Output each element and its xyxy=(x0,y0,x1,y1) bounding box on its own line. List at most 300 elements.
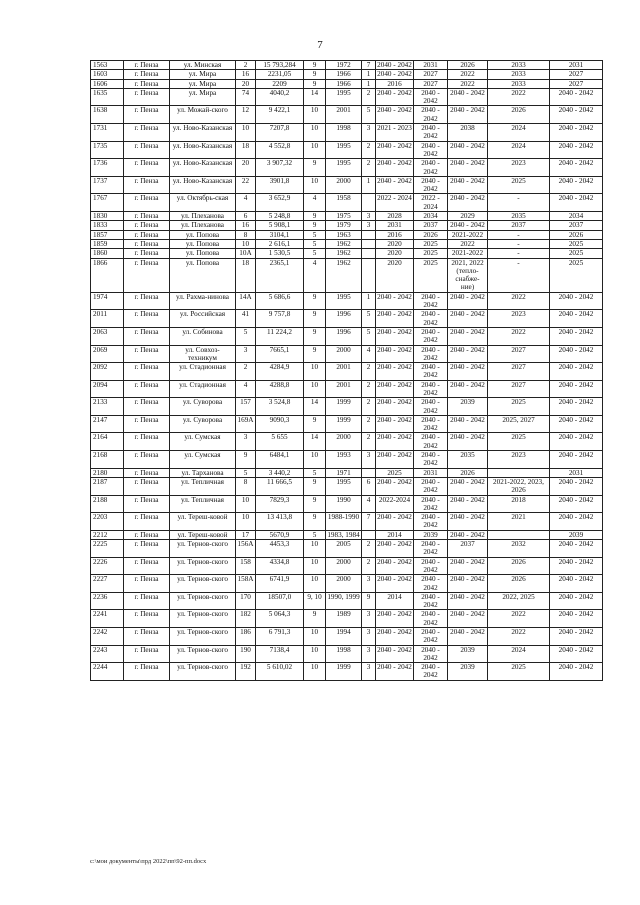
cell-record-id: 1866 xyxy=(91,258,124,292)
cell-record-id: 2243 xyxy=(91,645,124,663)
cell-house-number: 22 xyxy=(236,176,256,194)
cell-foundation-repair-year: 2040 - 2042 xyxy=(550,88,603,106)
cell-record-id: 2180 xyxy=(91,468,124,477)
table-row xyxy=(91,628,603,646)
cell-house-number: 4 xyxy=(236,380,256,398)
cell-city: г. Пенза xyxy=(124,230,170,239)
cell-record-id: 2094 xyxy=(91,380,124,398)
cell-floors: 5 xyxy=(304,239,326,248)
cell-facade-repair-year: 2040 - 2042 xyxy=(414,610,448,628)
table-row xyxy=(91,61,603,70)
cell-street: ул. Совхоз-техникум xyxy=(170,345,236,363)
cell-floors: 9 xyxy=(304,221,326,230)
cell-street: ул. Суворова xyxy=(170,415,236,433)
cell-utilities-repair-year: 2040 - 2042 xyxy=(448,513,488,531)
cell-entrances: 3 xyxy=(362,575,376,593)
cell-facade-repair-year: 2037 xyxy=(414,221,448,230)
cell-year-built: 1995 xyxy=(326,477,362,495)
cell-roof-repair-year: 2040 - 2042 xyxy=(376,575,414,593)
table-row xyxy=(91,575,603,593)
cell-utilities-repair-year: 2037 xyxy=(448,540,488,558)
cell-roof-repair-year: 2040 - 2042 xyxy=(376,88,414,106)
cell-floors: 9 xyxy=(304,79,326,88)
cell-city: г. Пенза xyxy=(124,61,170,70)
cell-record-id: 1603 xyxy=(91,70,124,79)
cell-floors: 5 xyxy=(304,468,326,477)
cell-elevator-repair-year: 2022 xyxy=(488,88,550,106)
cell-facade-repair-year: 2040 - 2042 xyxy=(414,592,448,610)
cell-city: г. Пенза xyxy=(124,477,170,495)
cell-roof-repair-year: 2040 - 2042 xyxy=(376,159,414,177)
cell-floors: 10 xyxy=(304,628,326,646)
cell-foundation-repair-year: 2040 - 2042 xyxy=(550,363,603,381)
cell-year-built: 1998 xyxy=(326,124,362,142)
cell-city: г. Пенза xyxy=(124,592,170,610)
cell-floors: 10 xyxy=(304,540,326,558)
cell-house-number: 156А xyxy=(236,540,256,558)
cell-year-built: 1989 xyxy=(326,610,362,628)
cell-foundation-repair-year: 2040 - 2042 xyxy=(550,540,603,558)
cell-city: г. Пенза xyxy=(124,468,170,477)
cell-city: г. Пенза xyxy=(124,194,170,212)
cell-area: 7207,8 xyxy=(256,124,304,142)
housing-register-table xyxy=(90,60,603,681)
cell-area: 15 793,284 xyxy=(256,61,304,70)
cell-entrances: 2 xyxy=(362,363,376,381)
cell-street: ул. Тереш-ковой xyxy=(170,530,236,539)
cell-utilities-repair-year: 2040 - 2042 xyxy=(448,363,488,381)
cell-floors: 10 xyxy=(304,106,326,124)
cell-roof-repair-year: 2040 - 2042 xyxy=(376,513,414,531)
cell-year-built: 1995 xyxy=(326,292,362,310)
cell-entrances xyxy=(362,258,376,292)
table-row xyxy=(91,141,603,159)
cell-roof-repair-year: 2040 - 2042 xyxy=(376,106,414,124)
cell-record-id: 1830 xyxy=(91,212,124,221)
cell-area: 5670,9 xyxy=(256,530,304,539)
cell-foundation-repair-year: 2040 - 2042 xyxy=(550,327,603,345)
cell-house-number: 16 xyxy=(236,70,256,79)
cell-elevator-repair-year: - xyxy=(488,194,550,212)
cell-foundation-repair-year: 2040 - 2042 xyxy=(550,194,603,212)
cell-roof-repair-year: 2040 - 2042 xyxy=(376,345,414,363)
cell-city: г. Пенза xyxy=(124,141,170,159)
cell-facade-repair-year: 2040 - 2042 xyxy=(414,310,448,328)
cell-street: ул. Ново-Казанская xyxy=(170,141,236,159)
cell-elevator-repair-year: 2033 xyxy=(488,79,550,88)
cell-utilities-repair-year: 2040 - 2042 xyxy=(448,221,488,230)
table-row xyxy=(91,513,603,531)
cell-area: 4334,8 xyxy=(256,557,304,575)
cell-floors: 10 xyxy=(304,176,326,194)
cell-facade-repair-year: 2040 - 2042 xyxy=(414,141,448,159)
cell-street: ул. Тернов-ского xyxy=(170,663,236,681)
cell-house-number: 20 xyxy=(236,79,256,88)
cell-year-built: 1999 xyxy=(326,398,362,416)
cell-facade-repair-year: 2025 xyxy=(414,239,448,248)
cell-utilities-repair-year: 2026 xyxy=(448,468,488,477)
cell-house-number: 169А xyxy=(236,415,256,433)
cell-roof-repair-year: 2028 xyxy=(376,212,414,221)
cell-utilities-repair-year: 2040 - 2042 xyxy=(448,292,488,310)
cell-foundation-repair-year: 2040 - 2042 xyxy=(550,433,603,451)
table-row xyxy=(91,249,603,258)
cell-facade-repair-year: 2040 - 2042 xyxy=(414,451,448,469)
cell-utilities-repair-year: 2035 xyxy=(448,451,488,469)
cell-entrances: 2 xyxy=(362,88,376,106)
cell-roof-repair-year: 2040 - 2042 xyxy=(376,310,414,328)
cell-entrances: 2 xyxy=(362,540,376,558)
table-row xyxy=(91,415,603,433)
table-row xyxy=(91,212,603,221)
cell-street: ул. Тепличная xyxy=(170,495,236,513)
cell-elevator-repair-year: 2023 xyxy=(488,451,550,469)
cell-facade-repair-year: 2039 xyxy=(414,530,448,539)
cell-utilities-repair-year: 2040 - 2042 xyxy=(448,628,488,646)
cell-floors: 9 xyxy=(304,310,326,328)
cell-record-id: 2092 xyxy=(91,363,124,381)
cell-foundation-repair-year: 2031 xyxy=(550,61,603,70)
cell-floors: 9 xyxy=(304,415,326,433)
cell-house-number: 8 xyxy=(236,477,256,495)
cell-area: 2 616,1 xyxy=(256,239,304,248)
cell-year-built: 1979 xyxy=(326,221,362,230)
cell-floors: 10 xyxy=(304,451,326,469)
cell-facade-repair-year: 2040 - 2042 xyxy=(414,124,448,142)
cell-year-built: 1996 xyxy=(326,310,362,328)
table-row xyxy=(91,258,603,292)
cell-entrances: 4 xyxy=(362,345,376,363)
cell-foundation-repair-year: 2040 - 2042 xyxy=(550,610,603,628)
table-row xyxy=(91,239,603,248)
cell-house-number: 41 xyxy=(236,310,256,328)
cell-record-id: 2188 xyxy=(91,495,124,513)
cell-record-id: 2133 xyxy=(91,398,124,416)
cell-floors: 10 xyxy=(304,363,326,381)
cell-roof-repair-year: 2040 - 2042 xyxy=(376,433,414,451)
cell-facade-repair-year: 2031 xyxy=(414,61,448,70)
cell-utilities-repair-year: 2040 - 2042 xyxy=(448,530,488,539)
cell-roof-repair-year: 2025 xyxy=(376,468,414,477)
cell-year-built: 1995 xyxy=(326,88,362,106)
cell-record-id: 2241 xyxy=(91,610,124,628)
cell-street: ул. Тернов-ского xyxy=(170,592,236,610)
cell-entrances: 2 xyxy=(362,415,376,433)
cell-street: ул. Ново-Казанская xyxy=(170,124,236,142)
cell-year-built: 1999 xyxy=(326,663,362,681)
cell-street: ул. Российская xyxy=(170,310,236,328)
cell-utilities-repair-year: 2040 - 2042 xyxy=(448,380,488,398)
cell-utilities-repair-year: 2040 - 2042 xyxy=(448,141,488,159)
cell-city: г. Пенза xyxy=(124,451,170,469)
cell-entrances: 4 xyxy=(362,495,376,513)
cell-facade-repair-year: 2031 xyxy=(414,468,448,477)
cell-house-number: 9 xyxy=(236,451,256,469)
cell-record-id: 1563 xyxy=(91,61,124,70)
cell-city: г. Пенза xyxy=(124,628,170,646)
cell-entrances: 2 xyxy=(362,380,376,398)
cell-area: 5 908,1 xyxy=(256,221,304,230)
cell-house-number: 16 xyxy=(236,221,256,230)
cell-house-number: 190 xyxy=(236,645,256,663)
table-row xyxy=(91,106,603,124)
table-row xyxy=(91,645,603,663)
cell-area: 11 224,2 xyxy=(256,327,304,345)
cell-elevator-repair-year: 2027 xyxy=(488,345,550,363)
cell-house-number: 10 xyxy=(236,513,256,531)
cell-street: ул. Стадионная xyxy=(170,363,236,381)
cell-street: ул. Плеханова xyxy=(170,221,236,230)
cell-area: 3901,8 xyxy=(256,176,304,194)
cell-house-number: 20 xyxy=(236,159,256,177)
cell-city: г. Пенза xyxy=(124,380,170,398)
cell-elevator-repair-year: 2037 xyxy=(488,221,550,230)
cell-facade-repair-year: 2034 xyxy=(414,212,448,221)
cell-utilities-repair-year: 2040 - 2042 xyxy=(448,433,488,451)
cell-house-number: 170 xyxy=(236,592,256,610)
cell-facade-repair-year: 2027 xyxy=(414,70,448,79)
cell-record-id: 1833 xyxy=(91,221,124,230)
cell-year-built: 2000 xyxy=(326,557,362,575)
cell-elevator-repair-year: 2027 xyxy=(488,380,550,398)
table-row xyxy=(91,363,603,381)
cell-year-built: 1962 xyxy=(326,258,362,292)
cell-foundation-repair-year: 2040 - 2042 xyxy=(550,176,603,194)
cell-foundation-repair-year: 2027 xyxy=(550,70,603,79)
table-row xyxy=(91,230,603,239)
cell-foundation-repair-year: 2040 - 2042 xyxy=(550,451,603,469)
cell-entrances: 2 xyxy=(362,433,376,451)
cell-street: ул. Сумская xyxy=(170,433,236,451)
cell-entrances: 7 xyxy=(362,61,376,70)
cell-house-number: 5 xyxy=(236,327,256,345)
table-row xyxy=(91,345,603,363)
cell-utilities-repair-year: 2040 - 2042 xyxy=(448,88,488,106)
cell-entrances: 3 xyxy=(362,645,376,663)
cell-floors: 9 xyxy=(304,495,326,513)
cell-floors: 5 xyxy=(304,249,326,258)
cell-elevator-repair-year: 2018 xyxy=(488,495,550,513)
cell-area: 3 524,8 xyxy=(256,398,304,416)
cell-year-built: 2005 xyxy=(326,540,362,558)
cell-street: ул. Тернов-ского xyxy=(170,557,236,575)
cell-facade-repair-year: 2040 - 2042 xyxy=(414,663,448,681)
table-row xyxy=(91,176,603,194)
file-path-footer: c:\мои документы\прд 2022\пп\92-пп.docx xyxy=(90,858,207,865)
cell-area: 3 652,9 xyxy=(256,194,304,212)
cell-street: ул. Попова xyxy=(170,239,236,248)
cell-foundation-repair-year: 2027 xyxy=(550,79,603,88)
cell-area: 4040,2 xyxy=(256,88,304,106)
cell-foundation-repair-year: 2026 xyxy=(550,230,603,239)
cell-foundation-repair-year: 2025 xyxy=(550,258,603,292)
cell-foundation-repair-year: 2040 - 2042 xyxy=(550,345,603,363)
cell-city: г. Пенза xyxy=(124,645,170,663)
cell-house-number: 3 xyxy=(236,345,256,363)
table-row xyxy=(91,292,603,310)
cell-house-number: 192 xyxy=(236,663,256,681)
cell-entrances: 2 xyxy=(362,159,376,177)
cell-foundation-repair-year: 2040 - 2042 xyxy=(550,380,603,398)
cell-city: г. Пенза xyxy=(124,495,170,513)
cell-utilities-repair-year: 2040 - 2042 xyxy=(448,610,488,628)
cell-foundation-repair-year: 2040 - 2042 xyxy=(550,592,603,610)
cell-house-number: 2 xyxy=(236,363,256,381)
cell-area: 5 064,3 xyxy=(256,610,304,628)
cell-area: 7665,1 xyxy=(256,345,304,363)
cell-foundation-repair-year: 2025 xyxy=(550,249,603,258)
cell-roof-repair-year: 2040 - 2042 xyxy=(376,141,414,159)
cell-entrances: 2 xyxy=(362,141,376,159)
cell-house-number: 17 xyxy=(236,530,256,539)
cell-entrances: 9 xyxy=(362,592,376,610)
cell-elevator-repair-year: 2026 xyxy=(488,575,550,593)
cell-foundation-repair-year: 2040 - 2042 xyxy=(550,159,603,177)
cell-utilities-repair-year: 2021, 2022 (тепло-снабже-ние) xyxy=(448,258,488,292)
cell-floors: 9 xyxy=(304,212,326,221)
cell-house-number: 186 xyxy=(236,628,256,646)
cell-floors: 9 xyxy=(304,477,326,495)
cell-facade-repair-year: 2040 - 2042 xyxy=(414,557,448,575)
cell-elevator-repair-year: 2022, 2025 xyxy=(488,592,550,610)
cell-utilities-repair-year: 2022 xyxy=(448,239,488,248)
table-row xyxy=(91,194,603,212)
cell-floors: 5 xyxy=(304,530,326,539)
cell-entrances: 3 xyxy=(362,124,376,142)
cell-elevator-repair-year: 2035 xyxy=(488,212,550,221)
cell-roof-repair-year: 2040 - 2042 xyxy=(376,363,414,381)
cell-area: 6484,1 xyxy=(256,451,304,469)
cell-city: г. Пенза xyxy=(124,79,170,88)
cell-roof-repair-year: 2022-2024 xyxy=(376,495,414,513)
cell-utilities-repair-year: 2040 - 2042 xyxy=(448,477,488,495)
cell-elevator-repair-year: 2025 xyxy=(488,433,550,451)
cell-floors: 10 xyxy=(304,557,326,575)
cell-year-built: 2000 xyxy=(326,345,362,363)
cell-roof-repair-year: 2040 - 2042 xyxy=(376,628,414,646)
cell-area: 4284,9 xyxy=(256,363,304,381)
cell-utilities-repair-year: 2040 - 2042 xyxy=(448,159,488,177)
cell-floors: 5 xyxy=(304,230,326,239)
cell-roof-repair-year: 2040 - 2042 xyxy=(376,176,414,194)
cell-elevator-repair-year: - xyxy=(488,239,550,248)
cell-facade-repair-year: 2040 - 2042 xyxy=(414,628,448,646)
cell-roof-repair-year: 2040 - 2042 xyxy=(377,61,412,69)
cell-area: 5 610,02 xyxy=(256,663,304,681)
cell-street: ул. Плеханова xyxy=(170,212,236,221)
cell-area: 5 248,8 xyxy=(256,212,304,221)
cell-floors: 4 xyxy=(304,258,326,292)
cell-record-id: 1974 xyxy=(91,292,124,310)
cell-area: 4288,8 xyxy=(256,380,304,398)
cell-facade-repair-year: 2040 - 2042 xyxy=(414,363,448,381)
cell-utilities-repair-year: 2021-2022 xyxy=(448,230,488,239)
cell-record-id: 1859 xyxy=(91,239,124,248)
cell-utilities-repair-year: 2039 xyxy=(448,663,488,681)
cell-entrances: 1 xyxy=(362,70,376,79)
cell-city: г. Пенза xyxy=(124,106,170,124)
cell-utilities-repair-year: 2040 - 2042 xyxy=(448,327,488,345)
cell-street: ул. Ново-Казанская xyxy=(170,159,236,177)
cell-floors: 14 xyxy=(304,88,326,106)
cell-area: 18507,0 xyxy=(256,592,304,610)
cell-facade-repair-year: 2040 - 2042 xyxy=(414,433,448,451)
cell-year-built: 1971 xyxy=(326,468,362,477)
cell-year-built: 1975 xyxy=(326,212,362,221)
cell-street: ул. Попова xyxy=(170,258,236,292)
cell-elevator-repair-year: 2022 xyxy=(488,628,550,646)
cell-street: ул. Тернов-ского xyxy=(170,610,236,628)
table-row xyxy=(91,70,603,79)
cell-elevator-repair-year: 2022 xyxy=(488,327,550,345)
cell-floors: 10 xyxy=(304,575,326,593)
cell-elevator-repair-year: 2025 xyxy=(488,398,550,416)
table-row xyxy=(91,592,603,610)
cell-foundation-repair-year: 2040 - 2042 xyxy=(550,415,603,433)
cell-foundation-repair-year: 2040 - 2042 xyxy=(550,398,603,416)
cell-facade-repair-year: 2040 - 2042 xyxy=(414,477,448,495)
cell-roof-repair-year: 2040 - 2042 xyxy=(376,380,414,398)
cell-elevator-repair-year: 2024 xyxy=(488,141,550,159)
cell-city: г. Пенза xyxy=(124,433,170,451)
cell-record-id: 1635 xyxy=(91,88,124,106)
cell-floors: 10 xyxy=(304,141,326,159)
cell-roof-repair-year: 2040 - 2042 xyxy=(376,327,414,345)
cell-house-number: 12 xyxy=(236,106,256,124)
cell-house-number: 5 xyxy=(236,468,256,477)
cell-year-built: 1994 xyxy=(326,628,362,646)
cell-utilities-repair-year: 2040 - 2042 xyxy=(448,310,488,328)
cell-street: ул. Ново-Казанская xyxy=(170,176,236,194)
cell-entrances: 3 xyxy=(362,212,376,221)
cell-street: ул. Октябрь-ская xyxy=(170,194,236,212)
cell-entrances: 2 xyxy=(362,557,376,575)
cell-roof-repair-year: 2040 - 2042 xyxy=(376,557,414,575)
cell-record-id: 2011 xyxy=(91,310,124,328)
cell-record-id: 1737 xyxy=(91,176,124,194)
cell-record-id: 2063 xyxy=(91,327,124,345)
cell-roof-repair-year: 2040 - 2042 xyxy=(376,540,414,558)
cell-year-built: 1988-1990 xyxy=(326,513,362,531)
cell-utilities-repair-year: 2039 xyxy=(448,645,488,663)
cell-foundation-repair-year: 2040 - 2042 xyxy=(550,141,603,159)
cell-elevator-repair-year: 2032 xyxy=(488,540,550,558)
cell-floors: 9 xyxy=(304,61,326,70)
table-row xyxy=(91,398,603,416)
cell-facade-repair-year: 2040 - 2042 xyxy=(414,398,448,416)
table-row xyxy=(91,221,603,230)
cell-year-built: 1966 xyxy=(326,79,362,88)
cell-foundation-repair-year: 2037 xyxy=(550,221,603,230)
table-row xyxy=(91,530,603,539)
cell-floors: 9 xyxy=(304,70,326,79)
cell-elevator-repair-year: 2022 xyxy=(488,292,550,310)
cell-street: ул. Мира xyxy=(170,70,236,79)
cell-floors: 9, 10 xyxy=(304,592,326,610)
cell-area: 9 757,8 xyxy=(256,310,304,328)
cell-year-built: 1983, 1984 xyxy=(327,530,360,539)
cell-year-built: 2001 xyxy=(326,380,362,398)
cell-elevator-repair-year xyxy=(488,530,550,539)
cell-city: г. Пенза xyxy=(124,610,170,628)
cell-house-number: 158А xyxy=(236,575,256,593)
cell-area: 5 655 xyxy=(256,433,304,451)
cell-facade-repair-year: 2040 - 2042 xyxy=(414,540,448,558)
table-row xyxy=(91,159,603,177)
cell-year-built: 1998 xyxy=(326,645,362,663)
cell-roof-repair-year: 2031 xyxy=(376,221,414,230)
cell-facade-repair-year: 2040 - 2042 xyxy=(414,159,448,177)
